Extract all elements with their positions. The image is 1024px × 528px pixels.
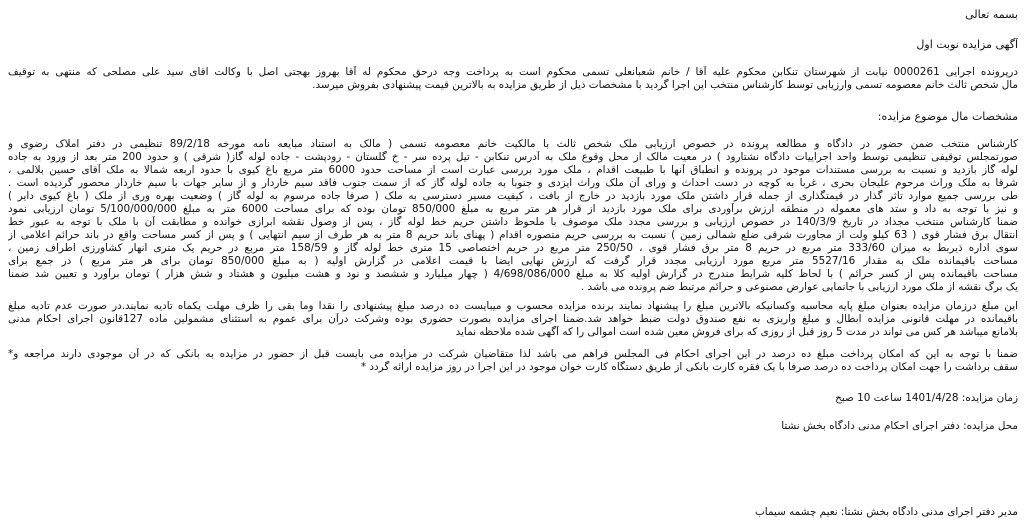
- auction-time: زمان مزایده: 1401/4/28 ساعت 10 صبح: [835, 392, 1018, 404]
- intro-line: مال شخص ثالث خانم معصومه تسمی وارزیابی توسط کارشناس منتخب این اجرا گردید با مشخصات ذیل از طریق مزایده به بالاترین قیمت پیشنهادی بفروش میرسد.: [312, 79, 1018, 91]
- intro-line: درپرونده اجرایی 0000261 نیابت از شهرستان تنکابن محکوم علیه آقا / خانم شعبانعلی تسمی محکوم است به پرداخت وجه درحق محکوم له آقا بهروز بهجتی اصل با وکالت اقای سید علی مصلحی که منتهی به توقیف: [8, 66, 1018, 78]
- specs-line: سوی اداره ذیربط به میزان 333/60 متر مربع در حریم 8 متر برق فشار قوی ، 250/50 متر مربع در حریم اختصاصی 15 متری خط لوله گاز و 158/59 متر مربع در حریم یک متری انهار کشاورزی اطراف زمین ،: [8, 242, 1018, 254]
- specs-line: یک برگ نقشه از ملک مورد ارزیابی با جانمایی عوارض مصنوعی و حرائم مرتبط ضم پرونده می باشد .: [580, 281, 1018, 293]
- specs-line: لوله گاز بازدید و نسبت به بررسی مستندات موجود در پرونده و انطباق آنها با طبیعت اقدام ، ملک مورد بررسی عبارت است از مساحت حدود 6000 متر مربع باغ کیوی با حدود اربعه شمالا به ملک آقای حسین بلالمی ،: [8, 164, 1018, 176]
- payment-note-line: سقف برداشت را جهت امکان پرداخت ده درصد صرفا با یک فقره کارت بانکی از طریق دستگاه کارت خوان موجود در این اجرا در روز مزایده ارائه گردد *: [360, 361, 1018, 373]
- specs-line: و نیز با توجه به داد و ستد های معموله در منطقه ارزش برآوردی برای ملک مورد بازدید از قرار هر متر مربع به مبلغ 850/000 تومان بوده که برای مساحت 6000 متر به مبلغ 5/100/000/000 تومان ارزیابی نمود: [8, 203, 1018, 215]
- payment-note-line: ضمنا با توجه به این که امکان پرداخت مبلغ ده درصد در این اجرای احکام فی المجلس فراهم می باشد لذا متقاضیان شرکت در مزایده می بایست قبل از حضور در مزایده به بانکی که در آن موجودی دارند مراجعه و*: [8, 348, 1018, 360]
- specs-line: انتقال برق فشار قوی ( 63 کیلو ولت از مجاورت شرقی ضلع شمالی زمین ) نسبت به بررسی حریم متصوره اقدام ( پهنای باند حریم 8 متر به هر طرف از سیم انتهایی ) و پس از کسر مساحت واقع در باند حرائم اعلامی از: [8, 229, 1018, 241]
- terms-line: این مبلغ درزمان مزایده بعنوان مبلغ پایه محاسبه وکسانیکه بالاترین مبلغ را پیشنهاد نمایند برنده مزایده محسوب و میبایست ده درصد مبلغ پیشنهادی را نقدا وما بقی را ظرف مهلت یکماه تادیه نمایند.در صورت عدم تادیه مبلغ: [8, 300, 1018, 312]
- notice-title: آگهی مزایده نوبت اول: [916, 38, 1018, 51]
- signature-line: مدیر دفتر اجرای مدنی دادگاه بخش نشتا: نعیم چشمه سیماب: [755, 506, 1018, 518]
- specs-line: طی بررسی جمیع موارد تاثر گذار در قیمتگذاری از جمله قرار داشتن ملک مورد بازدید در خارج از بافت ، کیفیت مسیر دسترسی به ملک ( صرفا جاده مرسوم به لوله گاز ) وضعیت بهره وری از ملک ( باغ کیوی دایر ): [8, 190, 1018, 202]
- specs-line: ضمنا کارشناس منتخب مجداد در تاریخ 140/3/9 در خصوص ارزیابی و بررسی مجدد ملک موصوف با ملحوظ داشتن حریم خط لوله گاز ، پس از وصول نقشه ابرازی خوانده و مطابقت آن با ملک با توجه به عبور خط: [8, 216, 1018, 228]
- specs-line: مساحت باقیمانده پس از کسر حرائم ) با لحاظ کلیه شرایط مندرج در گزارش اولیه کلا به مبلغ 4/698/086/000 ( چهار میلیارد و ششصد و نود و هشت میلیون و هشتاد و شش هزار ) تومان برآورد و تعیین شد ضمنا: [8, 268, 1018, 280]
- specs-heading: مشخصات مال موضوع مزایده:: [877, 110, 1018, 123]
- basmala-heading: بسمه تعالی: [965, 8, 1018, 21]
- auction-place: محل مزایده: دفتر اجرای احکام مدنی دادگاه بخش نشتا: [781, 420, 1018, 432]
- specs-line: شرقا به ملک وراث مرحوم علیجان بحری ، غربا به کوچه در دست احداث و ورای آن ملک وراث ایزدی و جنوبا به جاده لوله گاز که از سمت جنوب فاقد سیم خاردار و از سایر جهات با سیم خاردار محصور گردیده است .: [8, 177, 1018, 189]
- terms-line: بلامانع میباشد هر کس می تواند در مدت 5 روز قبل از روزی که برای فروش معین شده است اموالی را که آگهی شده ملاحظه نماید: [455, 326, 1018, 338]
- specs-line: مساحت باقیمانده ملک به مقدار 5527/16 متر مربع مورد ارزیابی مجدد قرار گرفت که ارزش نهایی ایضا با قیمت اعلامی در گزارش اولیه ( به مبلغ 850/000 تومان برای هر متر مربع ) در جمع برای: [8, 255, 1018, 267]
- specs-line: صورتمجلس توقیفی تنظیمی توسط واحد اجراییات دادگاه نشتارود ) در معیت مالک از محل وقوع ملک به آدرس تنکابن - تیل پرده سر - خ گلستان - رودپشت - جاده لوله گاز( شرقی ) و حدود 200 متر بعد از ورود به جاده: [8, 151, 1018, 163]
- terms-line: باقیمانده در مهلت قانونی مزایده ابطال و مبلغ واریزی به نفع صندوق دولت ضبط خواهد شد.ضمنا اجرای مزایده بصورت حضوری بوده وشرکت درآن برای عموم به استثنای مشمولین ماده 127قانون اجرای احکام مدنی: [8, 313, 1018, 325]
- specs-line: کارشناس منتخب ضمن حضور در دادگاه و مطالعه پرونده در خصوص ارزیابی ملک شخص ثالث با مالکیت خانم معصومه تسمی ( مالک به استناد مبایعه نامه مورخه 89/2/18 تنظیمی در دفتر املاک رضوی و: [8, 138, 1018, 150]
